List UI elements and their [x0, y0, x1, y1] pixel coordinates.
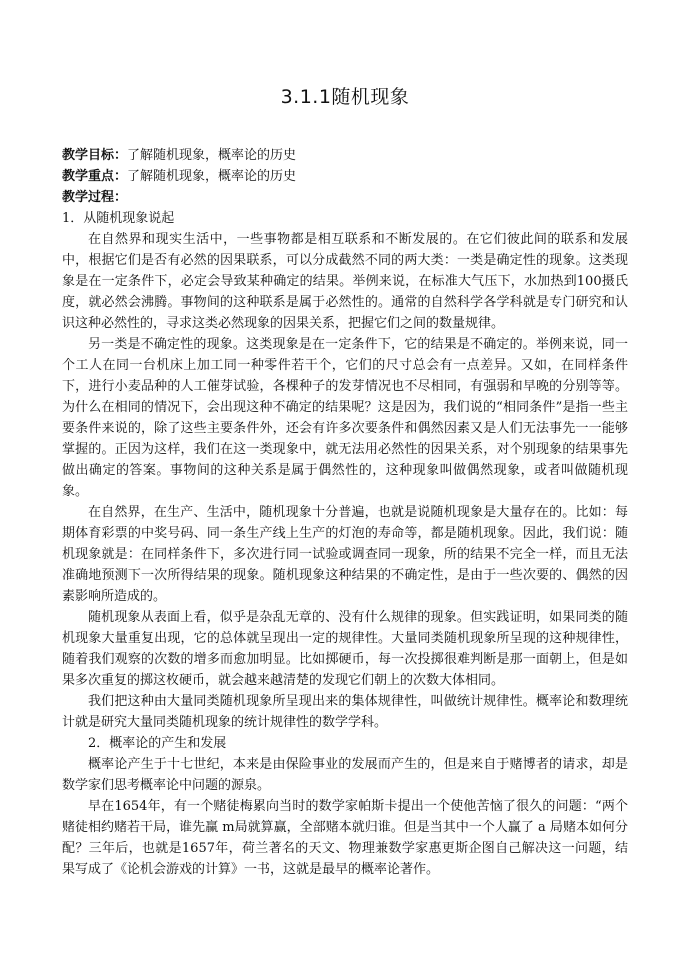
section-1-heading: 1．从随机现象说起 [62, 211, 175, 226]
section-1-paragraph: 随机现象从表面上看，似乎是杂乱无章的、没有什么规律的现象。但实践证明，如果同类的随机现象大量重复出现，它的总体就呈现出一定的规律性。大量同类随机现象所呈现的这种规律性，随着我们观察的次数的增多而愈加明显。比如掷硬币，每一次投掷很难判断是那一面朝上，但是如果多次重复的掷这枚硬币，就会越来越清楚的发现它们朝上的次数大体相同。 [62, 610, 628, 688]
teaching-key-points [62, 166, 628, 187]
page-title: 3.1.1随机现象 [280, 86, 410, 108]
teaching-process-label: 教学过程： [62, 190, 128, 205]
section-1-paragraph: 另一类是不确定性的现象。这类现象是在一定条件下，它的结果是不确定的。举例来说，同一个工人在同一台机床上加工同一种零件若干个，它们的尺寸总会有一点差异。又如，在同样条件下，进行小麦品种的人工催芽试验，各棵种子的发芽情况也不尽相同，有强弱和早晚的分别等等。为什么在相同的情况下，会出现这种不确定的结果呢？这是因为，我们说的“相同条件”是指一些主要条件来说的，除了这些主要条件外，还会有许多次要条件和偶然因素又是人们无法事先一一能够掌握的。正因为这样，我们在这一类现象中，就无法用必然性的因果关系，对个别现象的结果事先做出确定的答案。事物间的这种关系是属于偶然性的，这种现象叫做偶然现象，或者叫做随机现象。 [62, 337, 628, 499]
section-2-paragraph: 概率论产生于十七世纪，本来是由保险事业的发展而产生的，但是来自于赌博者的请求，却是数学家们思考概率论中问题的源泉。 [62, 757, 628, 793]
section-2-heading: 2．概率论的产生和发展 [88, 736, 227, 751]
teaching-key-points-label: 教学重点： [62, 169, 128, 184]
teaching-process [62, 187, 628, 208]
section-2-paragraph: 早在1654年，有一个赌徒梅累向当时的数学家帕斯卡提出一个使他苦恼了很久的问题：“两个赌徒相约赌若干局，谁先赢 m局就算赢，全部赌本就归谁。但是当其中一个人赢了 a 局赌本如何分配？三年后，也就是1657年，荷兰著名的天文、物理兼数学家惠更斯企图自己解决这一问题，结果写成了《论机会游戏的计算》一书，这就是最早的概率论著作。 [62, 799, 628, 877]
section-1-paragraph: 在自然界，在生产、生活中，随机现象十分普遍，也就是说随机现象是大量存在的。比如：每期体育彩票的中奖号码、同一条生产线上生产的灯泡的寿命等，都是随机现象。因此，我们说：随机现象就是：在同样条件下，多次进行同一试验或调查同一现象，所的结果不完全一样，而且无法准确地预测下一次所得结果的现象。随机现象这种结果的不确定性，是由于一些次要的、偶然的因素影响所造成的。 [62, 505, 628, 604]
teaching-objective [62, 145, 628, 166]
teaching-objective-text: 了解随机现象，概率论的历史 [127, 148, 297, 163]
teaching-objective-label: 教学目标： [62, 148, 128, 163]
document-page [62, 82, 628, 880]
section-1-paragraph: 在自然界和现实生活中，一些事物都是相互联系和不断发展的。在它们彼此间的联系和发展中，根据它们是否有必然的因果联系，可以分成截然不同的两大类：一类是确定性的现象。这类现象是在一定条件下，必定会导致某种确定的结果。举例来说，在标准大气压下，水加热到100摄氏度，就必然会沸腾。事物间的这种联系是属于必然性的。通常的自然科学各学科就是专门研究和认识这种必然性的，寻求这类必然现象的因果关系，把握它们之间的数量规律。 [62, 232, 628, 331]
teaching-key-points-text: 了解随机现象，概率论的历史 [127, 169, 297, 184]
section-1-paragraph: 我们把这种由大量同类随机现象所呈现出来的集体规律性，叫做统计规律性。概率论和数理统计就是研究大量同类随机现象的统计规律性的数学学科。 [62, 694, 628, 730]
